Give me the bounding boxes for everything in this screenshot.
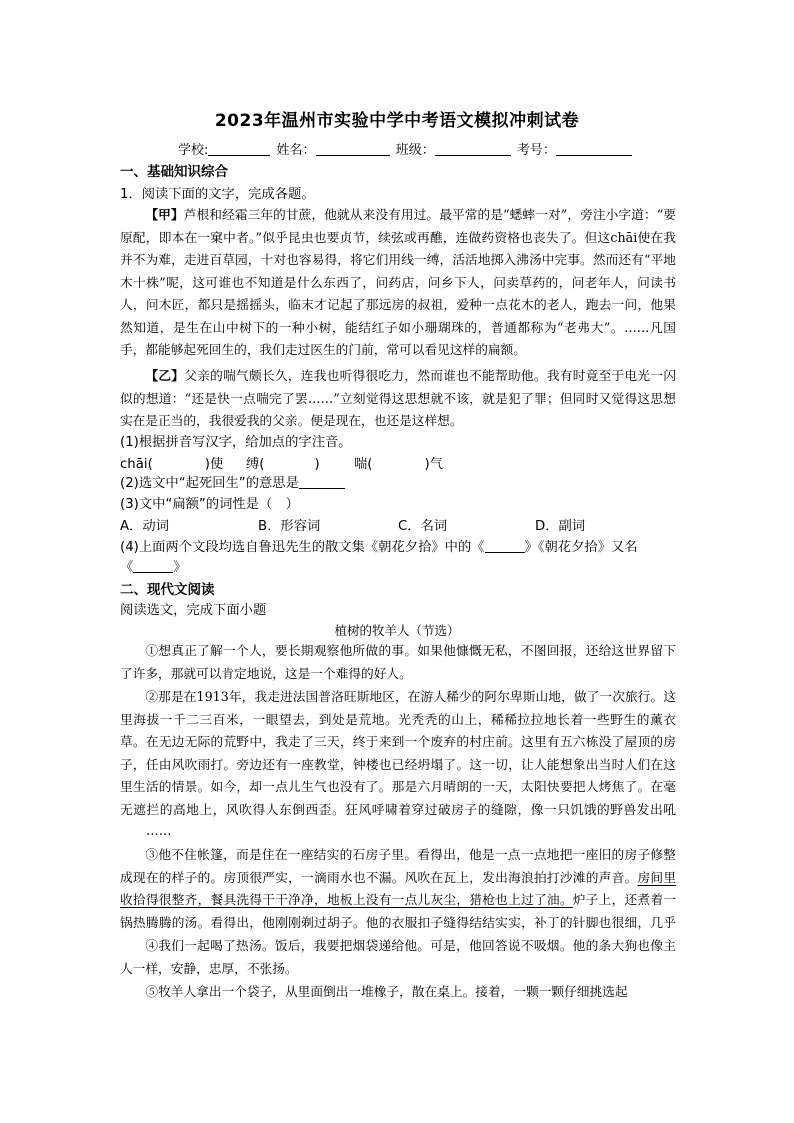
sub4-text-b: 》《朝花夕拾》又名 <box>524 540 638 555</box>
sub1-blank-c <box>354 453 443 472</box>
sub1-a-label: chāi( <box>120 457 153 472</box>
article-p2: ②那是在1913年，我走进法国普洛旺斯地区，在游人稀少的阿尔卑斯山地，做了一次旅行。这里海拔一千二三百米，一眼望去，到处是荒地。光秃秃的山上，稀稀拉拉地长着一些野生的薰衣草。在无边无际的荒野中，我走了三天，终于来到一个废弃的村庄前。这里有五六栋没了屋顶的房子，任由风吹雨打。旁边还有一座教堂，钟楼也已经坍塌了。这一切，让人能想象出当时人们在这里生活的情景。如今，却一点儿生气也没有了。那是六月晴朗的一天，太阳快要把人烤焦了。在毫无遮拦的高地上，风吹得人东倒西歪。狂风呼啸着穿过破房子的缝隙，像一只饥饿的野兽发出吼 <box>120 689 676 817</box>
jia-text: 芦根和经霜三年的甘蔗，他就从来没有用过。最平常的是“蟋蟀一对”，旁注小字道：“要原配，即本在一窠中者。”似乎昆虫也要贞节，续弦或再醮，连做药资格也丧失了。但这chāi使在我并不为难，走进百草园，十对也容易得，将它们用线一缚，活活地掷入沸汤中完事。然而还有“平地木十株”呢，这可谁也不知道是什么东西了，问药店，问乡下人，问卖草药的，问老年人，问读书人，问木匠，都只是摇摇头，临末才记起了那远房的叔祖，爱种一点花木的老人，跑去一问，他果然知道，是生在山中树下的一种小树，能结红子如小珊瑚珠的，普通都称为“老弗大”。……凡国手，都能够起死回生的，我们走过医生的门前，常可以看见这样的扁额。 <box>120 207 676 357</box>
sub1-blank-b <box>246 453 320 472</box>
article-p4: ④我们一起喝了热汤。饭后，我要把烟袋递给他。可是，他回答说不吸烟。他的条大狗也像主人一样，安静，忠厚，不张扬。 <box>120 938 676 976</box>
jia-tag: 【甲】 <box>145 207 184 222</box>
number-label: 考号： <box>516 143 556 158</box>
sub2-text: (2)选文中“起死回生”的意思是 <box>120 476 299 491</box>
school-label: 学校: <box>178 143 209 158</box>
sub-question-4-cont <box>120 556 187 575</box>
name-blank[interactable] <box>316 142 390 156</box>
sub-question-4 <box>120 536 638 555</box>
passage-jia <box>120 204 676 362</box>
sub1-blank-a <box>120 453 223 472</box>
option-c[interactable]: C．名词 <box>398 519 448 534</box>
section2-heading: 二、现代文阅读 <box>120 582 215 598</box>
section2-intro: 阅读选文，完成下面小题 <box>120 603 267 618</box>
class-blank[interactable] <box>435 142 511 156</box>
sub1-c-suffix: )气 <box>424 457 443 472</box>
sub1-b-suffix: ) <box>314 457 320 472</box>
sub4-text-c: 《 <box>120 560 134 575</box>
article-title: 植树的牧羊人（节选） <box>334 623 460 638</box>
option-d[interactable]: D．副词 <box>535 519 586 534</box>
student-info-row <box>178 139 634 158</box>
yi-tag: 【乙】 <box>145 368 185 383</box>
sub4-text-a: (4)上面两个文段均选自鲁迅先生的散文集《朝花夕拾》中的《 <box>120 540 485 555</box>
sub1-c-label: 喘( <box>354 457 373 472</box>
sub1-a-suffix: )使 <box>204 457 224 472</box>
exam-title: 2023年温州市实验中学中考语文模拟冲刺试卷 <box>214 111 580 131</box>
ellipsis: …… <box>146 823 172 838</box>
sub4-blank-1[interactable] <box>485 539 525 553</box>
sub-question-1: (1)根据拼音写汉字，给加点的字注音。 <box>120 435 352 450</box>
school-blank[interactable] <box>208 142 270 156</box>
option-a[interactable]: A．动词 <box>120 519 169 534</box>
p3-text-a: ③他不住帐篷，而是住在一座结实的石房子里。看得出，他是一点一点地把一座旧的房子修整成现在的样子的。房顶很严实，一滴雨水也不漏。风吹在瓦上，发出海浪拍打沙滩的声音。 <box>120 847 676 885</box>
sub4-text-d: 》 <box>173 560 187 575</box>
p3-underlined: 房间里收拾得很整齐，餐具洗得干干净净，地板上没有一点儿灰尘，猎枪也上过了油。 <box>120 869 676 907</box>
article-p1: ①想真正了解一个人，要长期观察他所做的事。如果他慷慨无私，不图回报，还给这世界留下了许多，那就可以肯定地说，这是一个难得的好人。 <box>120 643 676 681</box>
p3-text-b: 炉子上，还煮着一锅热腾腾的汤。看得出，他刚刚剃过胡子。他的衣服扣子缝得结结实实，补丁的针脚也很细，几乎 <box>120 892 676 930</box>
sub-question-2 <box>120 472 345 491</box>
article-p3 <box>120 844 676 934</box>
option-b[interactable]: B．形容词 <box>258 519 321 534</box>
name-label: 姓名： <box>276 143 316 158</box>
passage-yi <box>120 365 676 433</box>
section1-heading: 一、基础知识综合 <box>120 164 228 180</box>
article-p5: ⑤牧羊人拿出一个袋子，从里面倒出一堆橡子，散在桌上。接着，一颗一颗仔细挑选起 <box>145 984 628 999</box>
sub2-answer-blank[interactable] <box>299 475 345 489</box>
number-blank[interactable] <box>556 142 632 156</box>
class-label: 班级： <box>395 143 435 158</box>
sub-question-3: (3)文中“扁额”的词性是（ ） <box>120 497 299 512</box>
sub4-blank-2[interactable] <box>133 559 173 573</box>
yi-text: 父亲的喘气颇长久，连我也听得很吃力，然而谁也不能帮助他。我有时竟至于电光一闪似的想道：“还是快一点喘完了罢……”立刻觉得这思想就不该，就是犯了罪；但同时又觉得这思想实在是正当的，我很爱我的父亲。便是现在，也还是这样想。 <box>120 368 676 428</box>
sub1-b-label: 缚( <box>246 457 265 472</box>
q1-stem: 1．阅读下面的文字，完成各题。 <box>120 187 315 202</box>
